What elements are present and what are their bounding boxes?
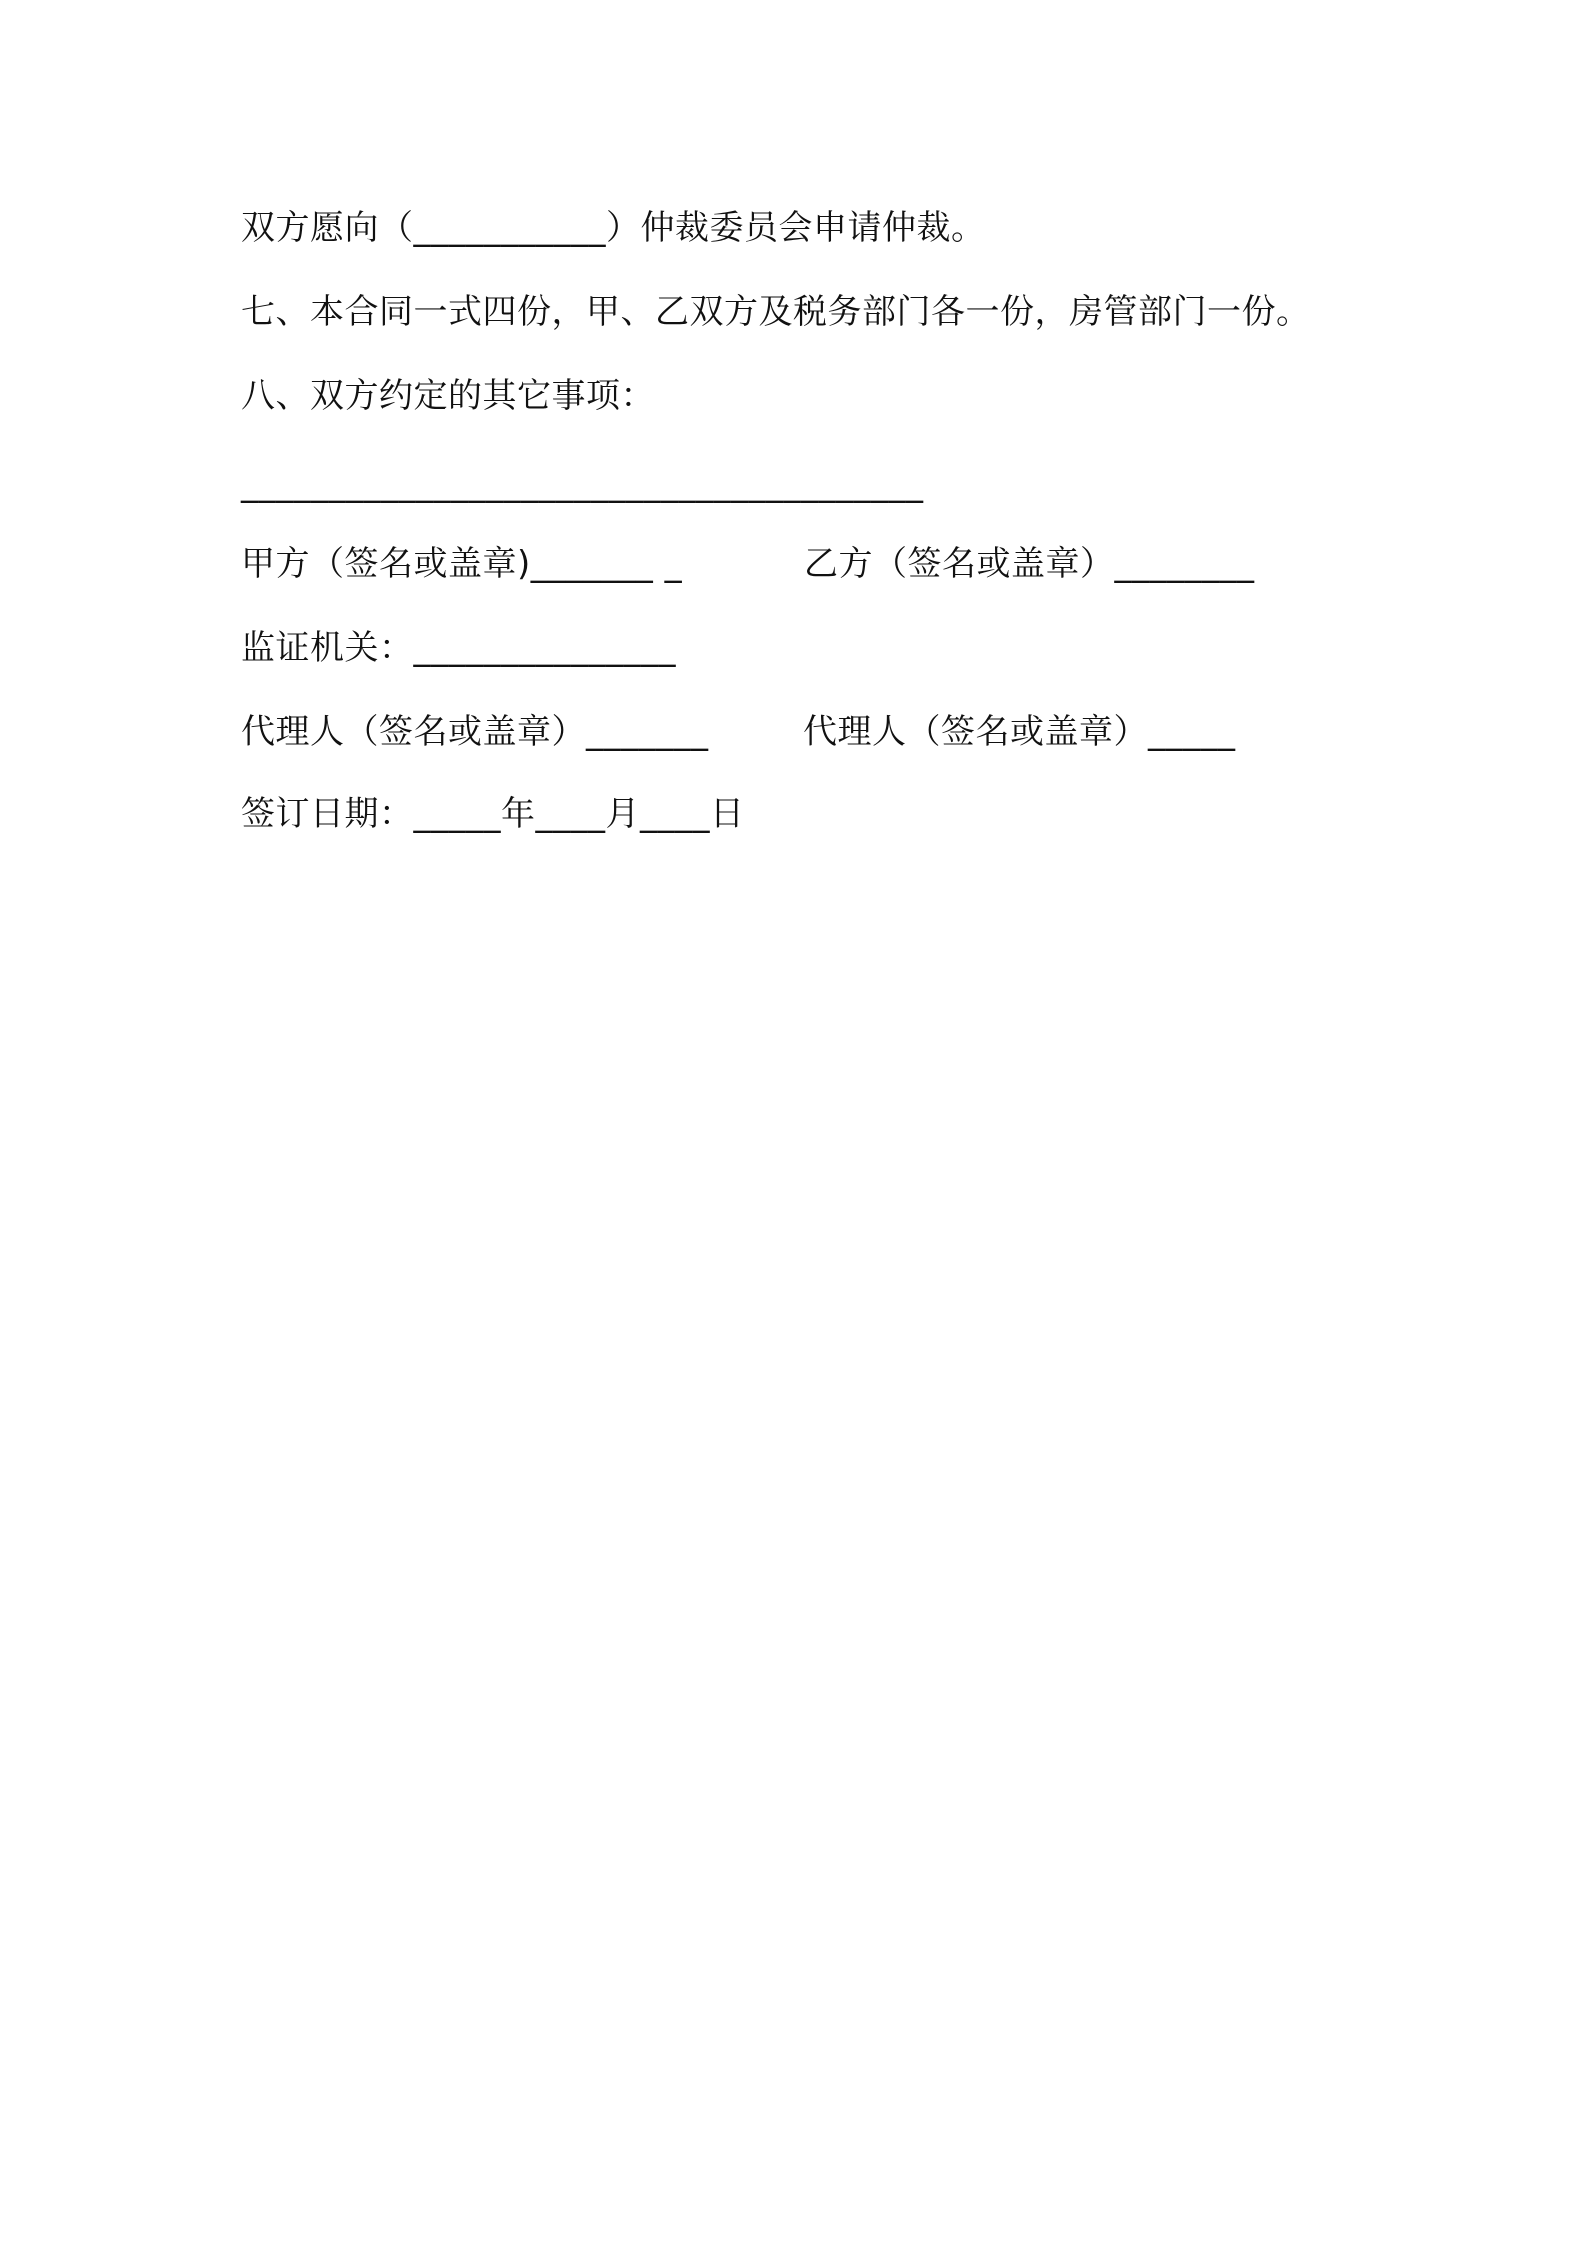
other-matters-heading: 八、双方约定的其它事项： [241, 376, 655, 416]
agent-a-signature: 代理人（签名或盖章）_______ [241, 712, 709, 752]
agent-b-signature: 代理人（签名或盖章）_____ [803, 712, 1236, 752]
other-matters-blank: _______________________________________ [241, 464, 924, 504]
signing-date: 签订日期：_____年____月____日 [241, 794, 745, 834]
supervising-authority: 监证机关：_______________ [241, 628, 676, 668]
copies-clause: 七、本合同一式四份，甲、乙双方及税务部门各一份，房管部门一份。 [241, 292, 1311, 332]
party-a-signature: 甲方（签名或盖章)_______ _ [241, 544, 683, 584]
arbitration-clause: 双方愿向（___________）仲裁委员会申请仲裁。 [241, 208, 986, 248]
party-b-signature: 乙方（签名或盖章）________ [804, 544, 1255, 584]
